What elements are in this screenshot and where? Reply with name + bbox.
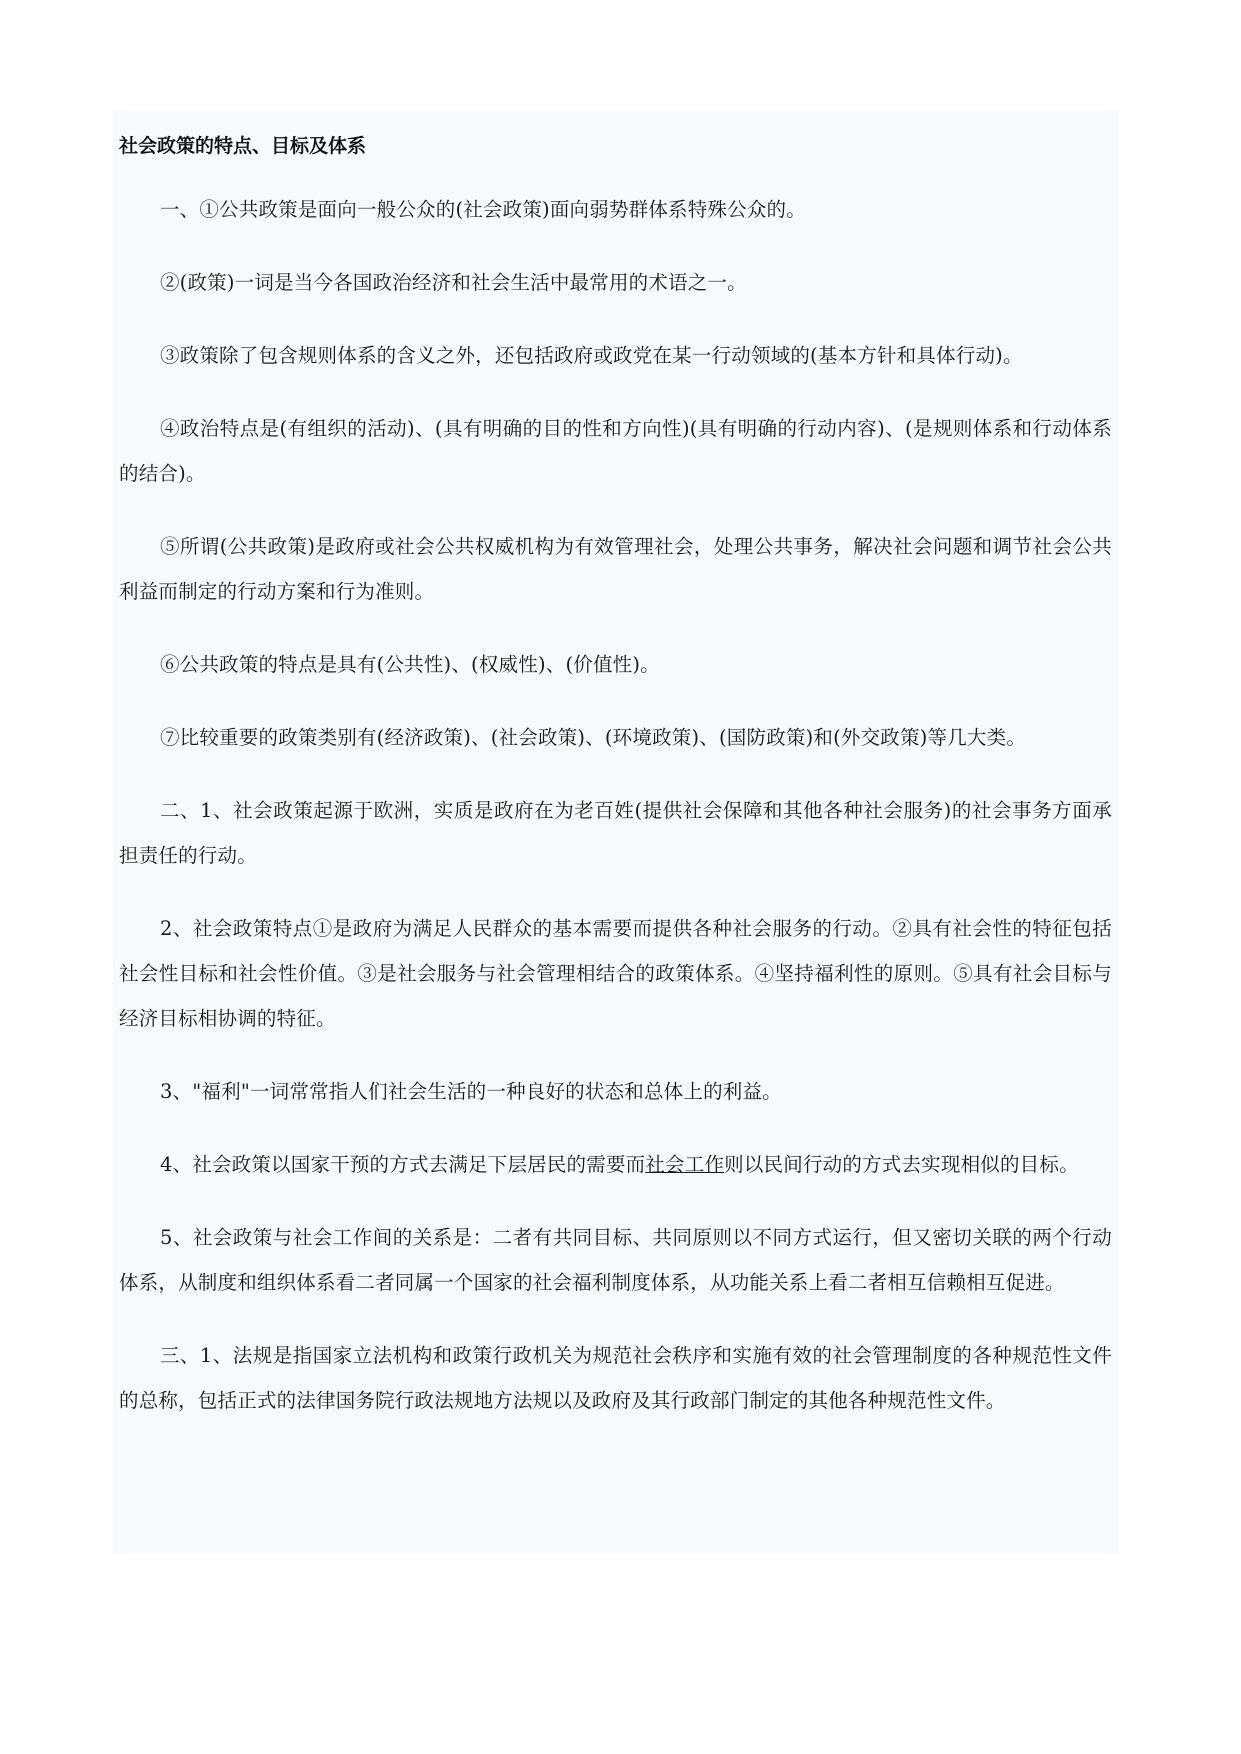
social-work-link[interactable]: 社会工作 [645,1153,725,1176]
paragraph-2: ②(政策)一词是当今各国政治经济和社会生活中最常用的术语之一。 [159,271,747,294]
paragraph-4: ④政治特点是(有组织的活动)、(具有明确的目的性和方向性)(具有明确的行动内容)、(是规则体系和行动体系的结合)。 [119,417,1112,485]
paragraph-11 [119,1142,1112,1187]
paragraph-9: 2、社会政策特点①是政府为满足人民群众的基本需要而提供各种社会服务的行动。②具有社会性的特征包括社会性目标和社会性价值。③是社会服务与社会管理相结合的政策体系。④坚持福利性的原则。⑤具有社会目标与经济目标相协调的特征。 [119,917,1112,1030]
paragraph-13: 三、1、法规是指国家立法机构和政策行政机关为规范社会秩序和实施有效的社会管理制度的各种规范性文件的总称，包括正式的法律国务院行政法规地方法规以及政府及其行政部门制定的其他各种规范性文件。 [119,1344,1112,1412]
paragraph-11-text-before: 4、社会政策以国家干预的方式去满足下层居民的需要而 [159,1153,646,1176]
paragraph-12: 5、社会政策与社会工作间的关系是：二者有共同目标、共同原则以不同方式运行，但又密切关联的两个行动体系，从制度和组织体系看二者同属一个国家的社会福利制度体系，从功能关系上看二者相互信赖相互促进。 [119,1226,1112,1294]
paragraph-5: ⑤所谓(公共政策)是政府或社会公共权威机构为有效管理社会，处理公共事务，解决社会问题和调节社会公共利益而制定的行动方案和行为准则。 [119,535,1112,603]
paragraph-7: ⑦比较重要的政策类别有(经济政策)、(社会政策)、(环境政策)、(国防政策)和(外交政策)等几大类。 [159,726,1027,749]
paragraph-11-text-after: 则以民间行动的方式去实现相似的目标。 [724,1153,1079,1176]
paragraph-1: 一、①公共政策是面向一般公众的(社会政策)面向弱势群体系特殊公众的。 [159,198,806,221]
paragraph-6: ⑥公共政策的特点是具有(公共性)、(权威性)、(价值性)。 [159,653,660,676]
paragraph-10: 3、"福利"一词常常指人们社会生活的一种良好的状态和总体上的利益。 [159,1080,782,1103]
document-title: 社会政策的特点、目标及体系 [119,135,367,157]
paragraph-3: ③政策除了包含规则体系的含义之外，还包括政府或政党在某一行动领域的(基本方针和具体行动)。 [159,344,1023,367]
paragraph-8: 二、1、社会政策起源于欧洲，实质是政府在为老百姓(提供社会保障和其他各种社会服务)的社会事务方面承担责任的行动。 [119,799,1112,867]
document-content [113,111,1118,1553]
